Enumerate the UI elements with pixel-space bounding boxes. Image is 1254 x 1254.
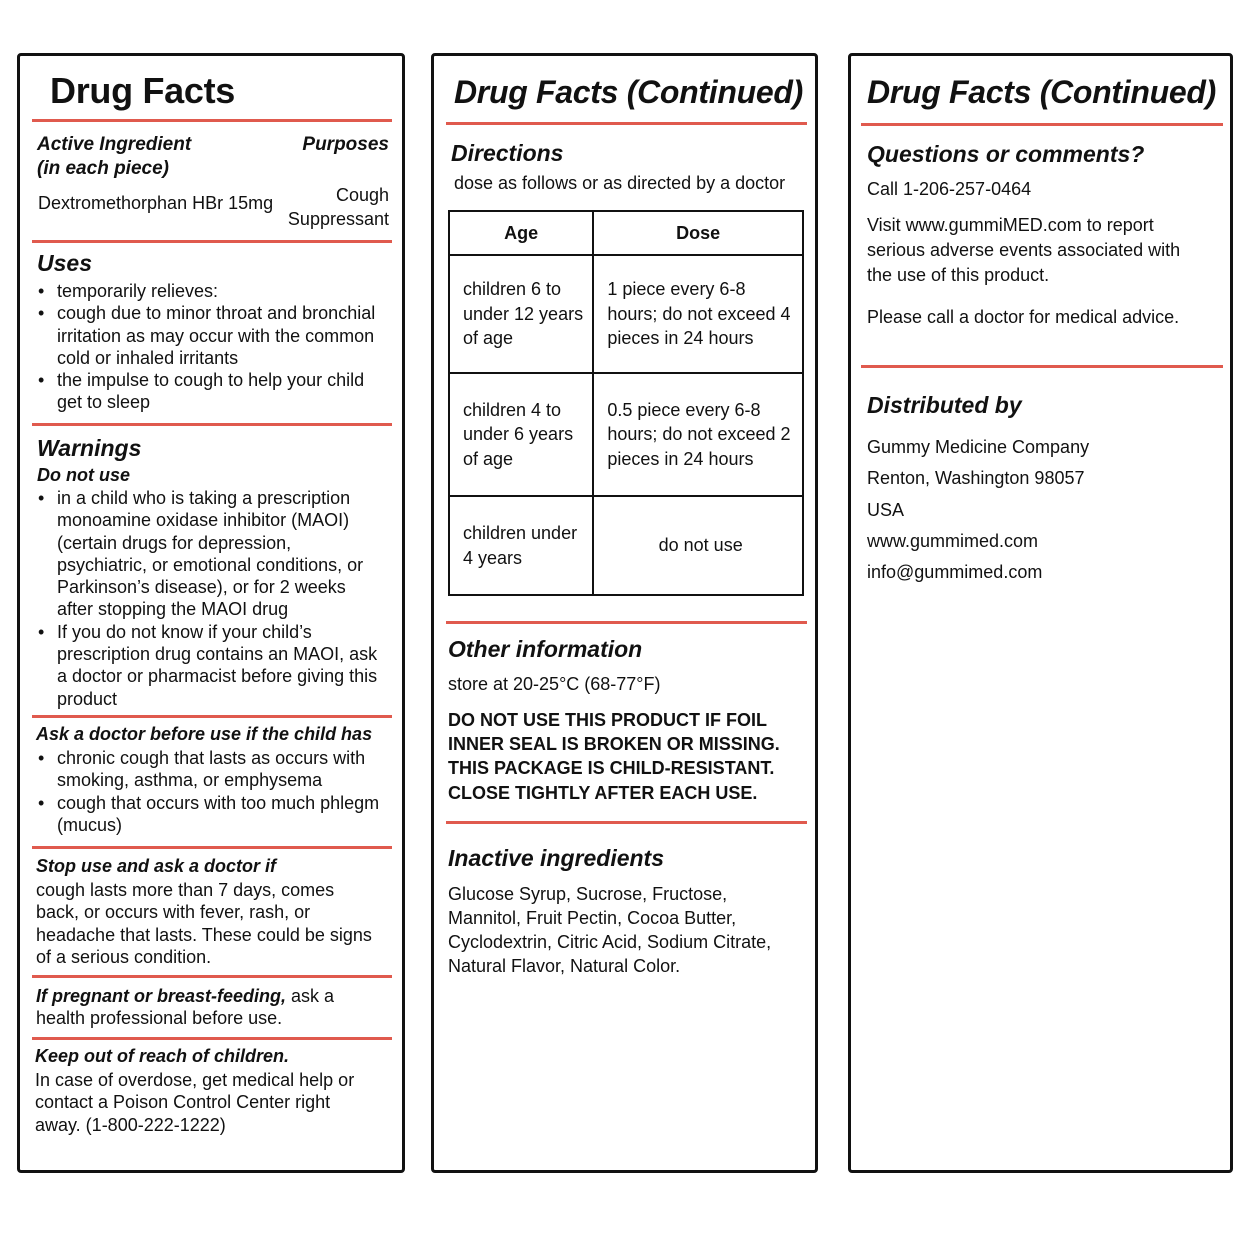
- inactive-ingredients-text: Glucose Syrup, Sucrose, Fructose, Mannitol, Fruit Pectin, Cocoa Butter, Cyclodextrin, Citric Acid, Sodium Citrate, Natural Flavor, Natural Color.: [448, 884, 772, 976]
- dose-table: [448, 210, 804, 596]
- active-ingredient-heading-line: Active Ingredient: [37, 134, 192, 155]
- active-ingredient-heading-line: (in each piece): [37, 158, 169, 179]
- active-ingredient: Dextromethorphan HBr 15mg: [38, 193, 274, 213]
- drug-facts-continued-panel: [431, 53, 818, 1173]
- panel-title: Drug Facts (Continued): [867, 74, 1216, 110]
- divider: [446, 821, 807, 824]
- divider: [32, 240, 392, 243]
- keep-out-heading: Keep out of reach of children.: [35, 1046, 290, 1066]
- address-line: USA: [867, 499, 905, 520]
- warnings-heading: Warnings: [37, 435, 142, 461]
- report-text: Visit www.gummiMED.com to report serious adverse events associated with the use of this product.: [867, 215, 1181, 285]
- do-not-use-heading: Do not use: [37, 465, 130, 485]
- divider: [446, 122, 807, 125]
- stop-use-heading: Stop use and ask a doctor if: [36, 856, 277, 876]
- list-item: • the impulse to cough to help your child get to sleep: [35, 369, 380, 414]
- divider: [861, 365, 1223, 368]
- uses-list: [35, 280, 380, 414]
- dose-cell: do not use: [593, 496, 803, 595]
- dose-cell: 0.5 piece every 6-8 hours; do not exceed 2 pieces in 24 hours: [593, 373, 803, 496]
- divider: [32, 975, 392, 978]
- purposes-heading: Purposes: [302, 134, 389, 155]
- other-information-heading: Other information: [448, 636, 643, 662]
- address-line: Gummy Medicine Company: [867, 437, 1090, 457]
- list-item: • cough due to minor throat and bronchial irritation as may occur with the common cold or inhaled irritants: [35, 302, 380, 369]
- divider: [32, 119, 392, 122]
- questions-heading: Questions or comments?: [867, 141, 1145, 167]
- keep-out-text: In case of overdose, get medical help or contact a Poison Control Center right away. (1-800-222-1222): [35, 1070, 355, 1135]
- distributor-address: [867, 432, 1089, 588]
- pregnant-warning-text: ask a health professional before use.: [36, 986, 335, 1029]
- pregnant-warning-bold: If pregnant or breast-feeding,: [36, 986, 287, 1006]
- dose-cell: 1 piece every 6-8 hours; do not exceed 4 pieces in 24 hours: [593, 255, 803, 373]
- pregnant-warning: [36, 985, 356, 1030]
- email-link[interactable]: info@gummimed.com: [867, 562, 1043, 583]
- list-item: • cough that occurs with too much phlegm (mucus): [35, 792, 380, 837]
- purpose: [288, 183, 389, 231]
- divider: [32, 1037, 392, 1040]
- ask-doctor-heading: Ask a doctor before use if the child has: [36, 724, 373, 744]
- table-row: [449, 496, 803, 595]
- ask-doctor-list: [35, 747, 380, 836]
- age-cell: children under 4 years: [449, 496, 593, 595]
- table-header-row: [449, 211, 803, 255]
- do-not-use-list: [35, 487, 383, 710]
- divider: [861, 123, 1223, 126]
- table-row: [449, 255, 803, 373]
- inactive-ingredients-heading: Inactive ingredients: [448, 845, 665, 871]
- list-item: • in a child who is taking a prescription monoamine oxidase inhibitor (MAOI) (certain drugs for depression, psychiatric, or emotional conditions, or Parkinson’s disease), or for 2 weeks after stopping the MAOI drug: [35, 487, 383, 621]
- panel-title: Drug Facts: [50, 70, 236, 111]
- stop-use-text: cough lasts more than 7 days, comes back, or occurs with fever, rash, or headache that lasts. These could be signs of a serious condition.: [36, 880, 372, 967]
- list-item: • If you do not know if your child’s prescription drug contains an MAOI, ask a doctor or pharmacist before giving this product: [35, 621, 383, 710]
- address-line: Renton, Washington 98057: [867, 468, 1085, 489]
- directions-heading: Directions: [451, 140, 564, 166]
- directions-text: dose as follows or as directed by a doctor: [454, 173, 786, 193]
- storage-text: store at 20-25°C (68-77°F): [448, 674, 661, 694]
- divider: [32, 846, 392, 849]
- panel-title: Drug Facts (Continued): [454, 74, 803, 110]
- dose-column-header: Dose: [593, 211, 803, 255]
- list-item: • chronic cough that lasts as occurs with smoking, asthma, or emphysema: [35, 747, 380, 792]
- safety-notice: DO NOT USE THIS PRODUCT IF FOIL INNER SEAL IS BROKEN OR MISSING. THIS PACKAGE IS CHILD-RESISTANT. CLOSE TIGHTLY AFTER EACH USE.: [448, 710, 780, 803]
- age-cell: children 4 to under 6 years of age: [449, 373, 593, 496]
- purpose-line: Suppressant: [287, 209, 389, 229]
- divider: [32, 715, 392, 718]
- phone-text: Call 1-206-257-0464: [867, 179, 1032, 199]
- divider: [32, 423, 392, 426]
- drug-facts-continued-panel: [848, 53, 1233, 1173]
- distributed-by-heading: Distributed by: [867, 392, 1022, 418]
- table-row: [449, 373, 803, 496]
- active-ingredient-heading: [37, 133, 191, 181]
- website-link[interactable]: www.gummimed.com: [867, 530, 1039, 551]
- purpose-line: Cough: [335, 185, 389, 205]
- drug-facts-panel: [17, 53, 405, 1173]
- list-item: • temporarily relieves:: [35, 280, 380, 302]
- doctor-advice-text: Please call a doctor for medical advice.: [867, 307, 1180, 327]
- age-cell: children 6 to under 12 years of age: [449, 255, 593, 373]
- divider: [446, 621, 807, 624]
- age-column-header: Age: [449, 211, 593, 255]
- uses-heading: Uses: [37, 250, 92, 276]
